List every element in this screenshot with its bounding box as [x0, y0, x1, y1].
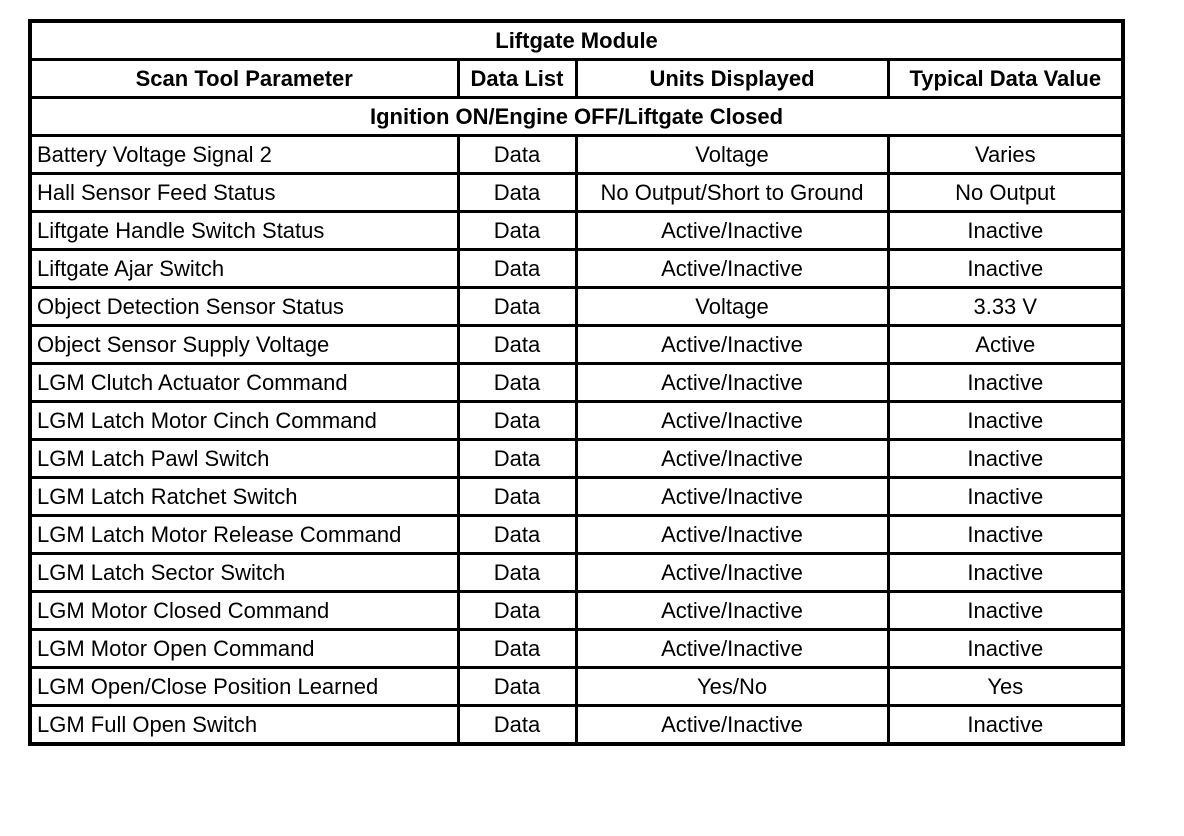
- condition-row: [30, 98, 1123, 136]
- cell-units: Active/Inactive: [576, 326, 888, 364]
- cell-typical-value: Inactive: [888, 516, 1123, 554]
- cell-units: Active/Inactive: [576, 592, 888, 630]
- cell-data-list: Data: [458, 478, 576, 516]
- cell-typical-value: Inactive: [888, 478, 1123, 516]
- liftgate-module-table: [28, 19, 1125, 746]
- table-row: [30, 250, 1123, 288]
- cell-parameter: LGM Open/Close Position Learned: [30, 668, 458, 706]
- cell-units: Active/Inactive: [576, 706, 888, 745]
- cell-units: Active/Inactive: [576, 630, 888, 668]
- cell-parameter: Liftgate Ajar Switch: [30, 250, 458, 288]
- table-row: [30, 478, 1123, 516]
- table-row: [30, 554, 1123, 592]
- cell-parameter: LGM Motor Closed Command: [30, 592, 458, 630]
- table-row: [30, 402, 1123, 440]
- condition-label: Ignition ON/Engine OFF/Liftgate Closed: [30, 98, 1123, 136]
- header-typical-value: Typical Data Value: [888, 60, 1123, 98]
- cell-units: Voltage: [576, 136, 888, 174]
- cell-data-list: Data: [458, 706, 576, 745]
- cell-data-list: Data: [458, 440, 576, 478]
- cell-parameter: Object Sensor Supply Voltage: [30, 326, 458, 364]
- table-row: [30, 212, 1123, 250]
- cell-parameter: LGM Latch Motor Cinch Command: [30, 402, 458, 440]
- cell-units: Active/Inactive: [576, 554, 888, 592]
- cell-typical-value: Inactive: [888, 554, 1123, 592]
- cell-units: Yes/No: [576, 668, 888, 706]
- cell-typical-value: Inactive: [888, 440, 1123, 478]
- cell-parameter: LGM Full Open Switch: [30, 706, 458, 745]
- table-row: [30, 706, 1123, 745]
- title-row: [30, 21, 1123, 60]
- cell-data-list: Data: [458, 668, 576, 706]
- header-row: [30, 60, 1123, 98]
- cell-data-list: Data: [458, 592, 576, 630]
- cell-data-list: Data: [458, 136, 576, 174]
- cell-parameter: LGM Latch Sector Switch: [30, 554, 458, 592]
- cell-typical-value: Inactive: [888, 212, 1123, 250]
- table-row: [30, 364, 1123, 402]
- cell-data-list: Data: [458, 250, 576, 288]
- table-row: [30, 440, 1123, 478]
- cell-typical-value: Inactive: [888, 630, 1123, 668]
- cell-parameter: Hall Sensor Feed Status: [30, 174, 458, 212]
- cell-typical-value: Inactive: [888, 402, 1123, 440]
- cell-typical-value: 3.33 V: [888, 288, 1123, 326]
- cell-data-list: Data: [458, 516, 576, 554]
- cell-data-list: Data: [458, 212, 576, 250]
- table-row: [30, 174, 1123, 212]
- cell-typical-value: Varies: [888, 136, 1123, 174]
- cell-units: Active/Inactive: [576, 516, 888, 554]
- table-title: Liftgate Module: [30, 21, 1123, 60]
- cell-typical-value: Inactive: [888, 250, 1123, 288]
- cell-units: No Output/Short to Ground: [576, 174, 888, 212]
- cell-units: Active/Inactive: [576, 364, 888, 402]
- cell-parameter: LGM Latch Pawl Switch: [30, 440, 458, 478]
- cell-units: Active/Inactive: [576, 212, 888, 250]
- cell-typical-value: Yes: [888, 668, 1123, 706]
- cell-typical-value: Inactive: [888, 364, 1123, 402]
- cell-parameter: LGM Latch Motor Release Command: [30, 516, 458, 554]
- cell-data-list: Data: [458, 364, 576, 402]
- cell-units: Active/Inactive: [576, 440, 888, 478]
- header-units: Units Displayed: [576, 60, 888, 98]
- cell-typical-value: Inactive: [888, 592, 1123, 630]
- table-row: [30, 592, 1123, 630]
- header-parameter: Scan Tool Parameter: [30, 60, 458, 98]
- cell-units: Active/Inactive: [576, 250, 888, 288]
- cell-data-list: Data: [458, 630, 576, 668]
- cell-data-list: Data: [458, 554, 576, 592]
- cell-data-list: Data: [458, 174, 576, 212]
- cell-typical-value: No Output: [888, 174, 1123, 212]
- cell-parameter: Object Detection Sensor Status: [30, 288, 458, 326]
- cell-units: Voltage: [576, 288, 888, 326]
- cell-data-list: Data: [458, 288, 576, 326]
- table-row: [30, 516, 1123, 554]
- table-row: [30, 630, 1123, 668]
- cell-parameter: LGM Latch Ratchet Switch: [30, 478, 458, 516]
- cell-parameter: Liftgate Handle Switch Status: [30, 212, 458, 250]
- header-data-list: Data List: [458, 60, 576, 98]
- cell-parameter: Battery Voltage Signal 2: [30, 136, 458, 174]
- cell-data-list: Data: [458, 326, 576, 364]
- cell-parameter: LGM Motor Open Command: [30, 630, 458, 668]
- table-row: [30, 668, 1123, 706]
- cell-typical-value: Active: [888, 326, 1123, 364]
- table-row: [30, 136, 1123, 174]
- cell-data-list: Data: [458, 402, 576, 440]
- cell-parameter: LGM Clutch Actuator Command: [30, 364, 458, 402]
- table-body: [30, 21, 1123, 744]
- table-row: [30, 326, 1123, 364]
- cell-units: Active/Inactive: [576, 478, 888, 516]
- table-row: [30, 288, 1123, 326]
- cell-units: Active/Inactive: [576, 402, 888, 440]
- cell-typical-value: Inactive: [888, 706, 1123, 745]
